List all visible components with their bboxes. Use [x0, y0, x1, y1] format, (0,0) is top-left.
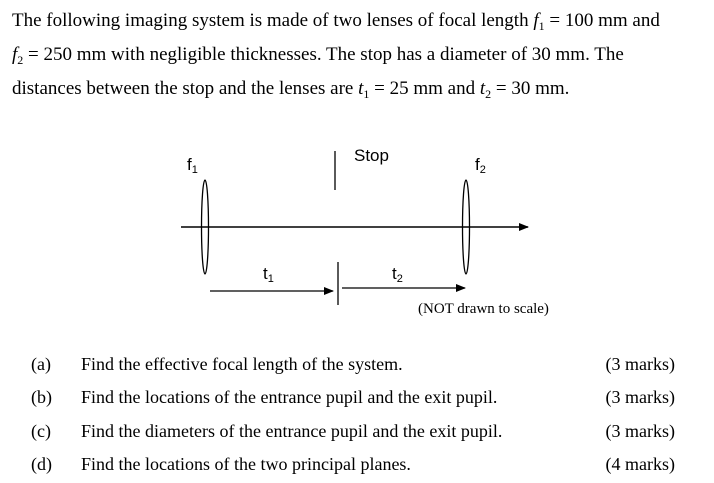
question-marks: (3 marks): [605, 421, 675, 441]
question-marks: (3 marks): [605, 387, 675, 407]
t2-symbol: t: [479, 78, 486, 99]
question-text: Find the locations of the two principal planes.: [81, 454, 411, 474]
t1-label: $t_1$: [263, 264, 274, 285]
t1-symbol: t: [358, 78, 364, 99]
question-marks: (3 marks): [605, 354, 675, 374]
f2-label: $f_2$: [475, 155, 486, 176]
question-label: (b): [31, 387, 52, 407]
question-d: [0, 453, 714, 475]
stop-label: Stop: [354, 146, 389, 165]
intro-line-2-text: = 250 mm with negligible thicknesses. The stop has a diameter of 30 mm. The: [23, 44, 624, 65]
f1-symbol: f: [533, 10, 539, 31]
scale-note: (NOT drawn to scale): [418, 301, 549, 317]
question-c: [0, 420, 714, 442]
question-a: [0, 353, 714, 375]
question-label: (d): [31, 454, 52, 474]
question-text: Find the effective focal length of the system.: [81, 354, 403, 374]
question-text: Find the locations of the entrance pupil and the exit pupil.: [81, 387, 498, 407]
t2-subscript: 2: [485, 87, 492, 101]
intro-line-3-mid: = 25 mm and: [369, 78, 480, 99]
f1-subscript: 1: [538, 19, 545, 33]
intro-line-1-prefix: The following imaging system is made of two lenses of focal length: [12, 10, 534, 31]
intro-line-3-prefix: distances between the stop and the lenses are: [12, 78, 359, 99]
question-marks: (4 marks): [605, 454, 675, 474]
intro-line-3-end: = 30 mm.: [491, 78, 570, 99]
question-label: (c): [31, 421, 51, 441]
question-b: [0, 386, 714, 408]
t2-label: $t_2$: [392, 264, 403, 285]
question-label: (a): [31, 354, 51, 374]
t1-subscript: 1: [363, 87, 370, 101]
f2-symbol: f: [12, 44, 18, 65]
question-text: Find the diameters of the entrance pupil and the exit pupil.: [81, 421, 503, 441]
f2-subscript: 2: [17, 53, 24, 67]
intro-line-1-value: = 100 mm and: [544, 10, 660, 31]
f1-label: $f_1$: [187, 155, 198, 176]
